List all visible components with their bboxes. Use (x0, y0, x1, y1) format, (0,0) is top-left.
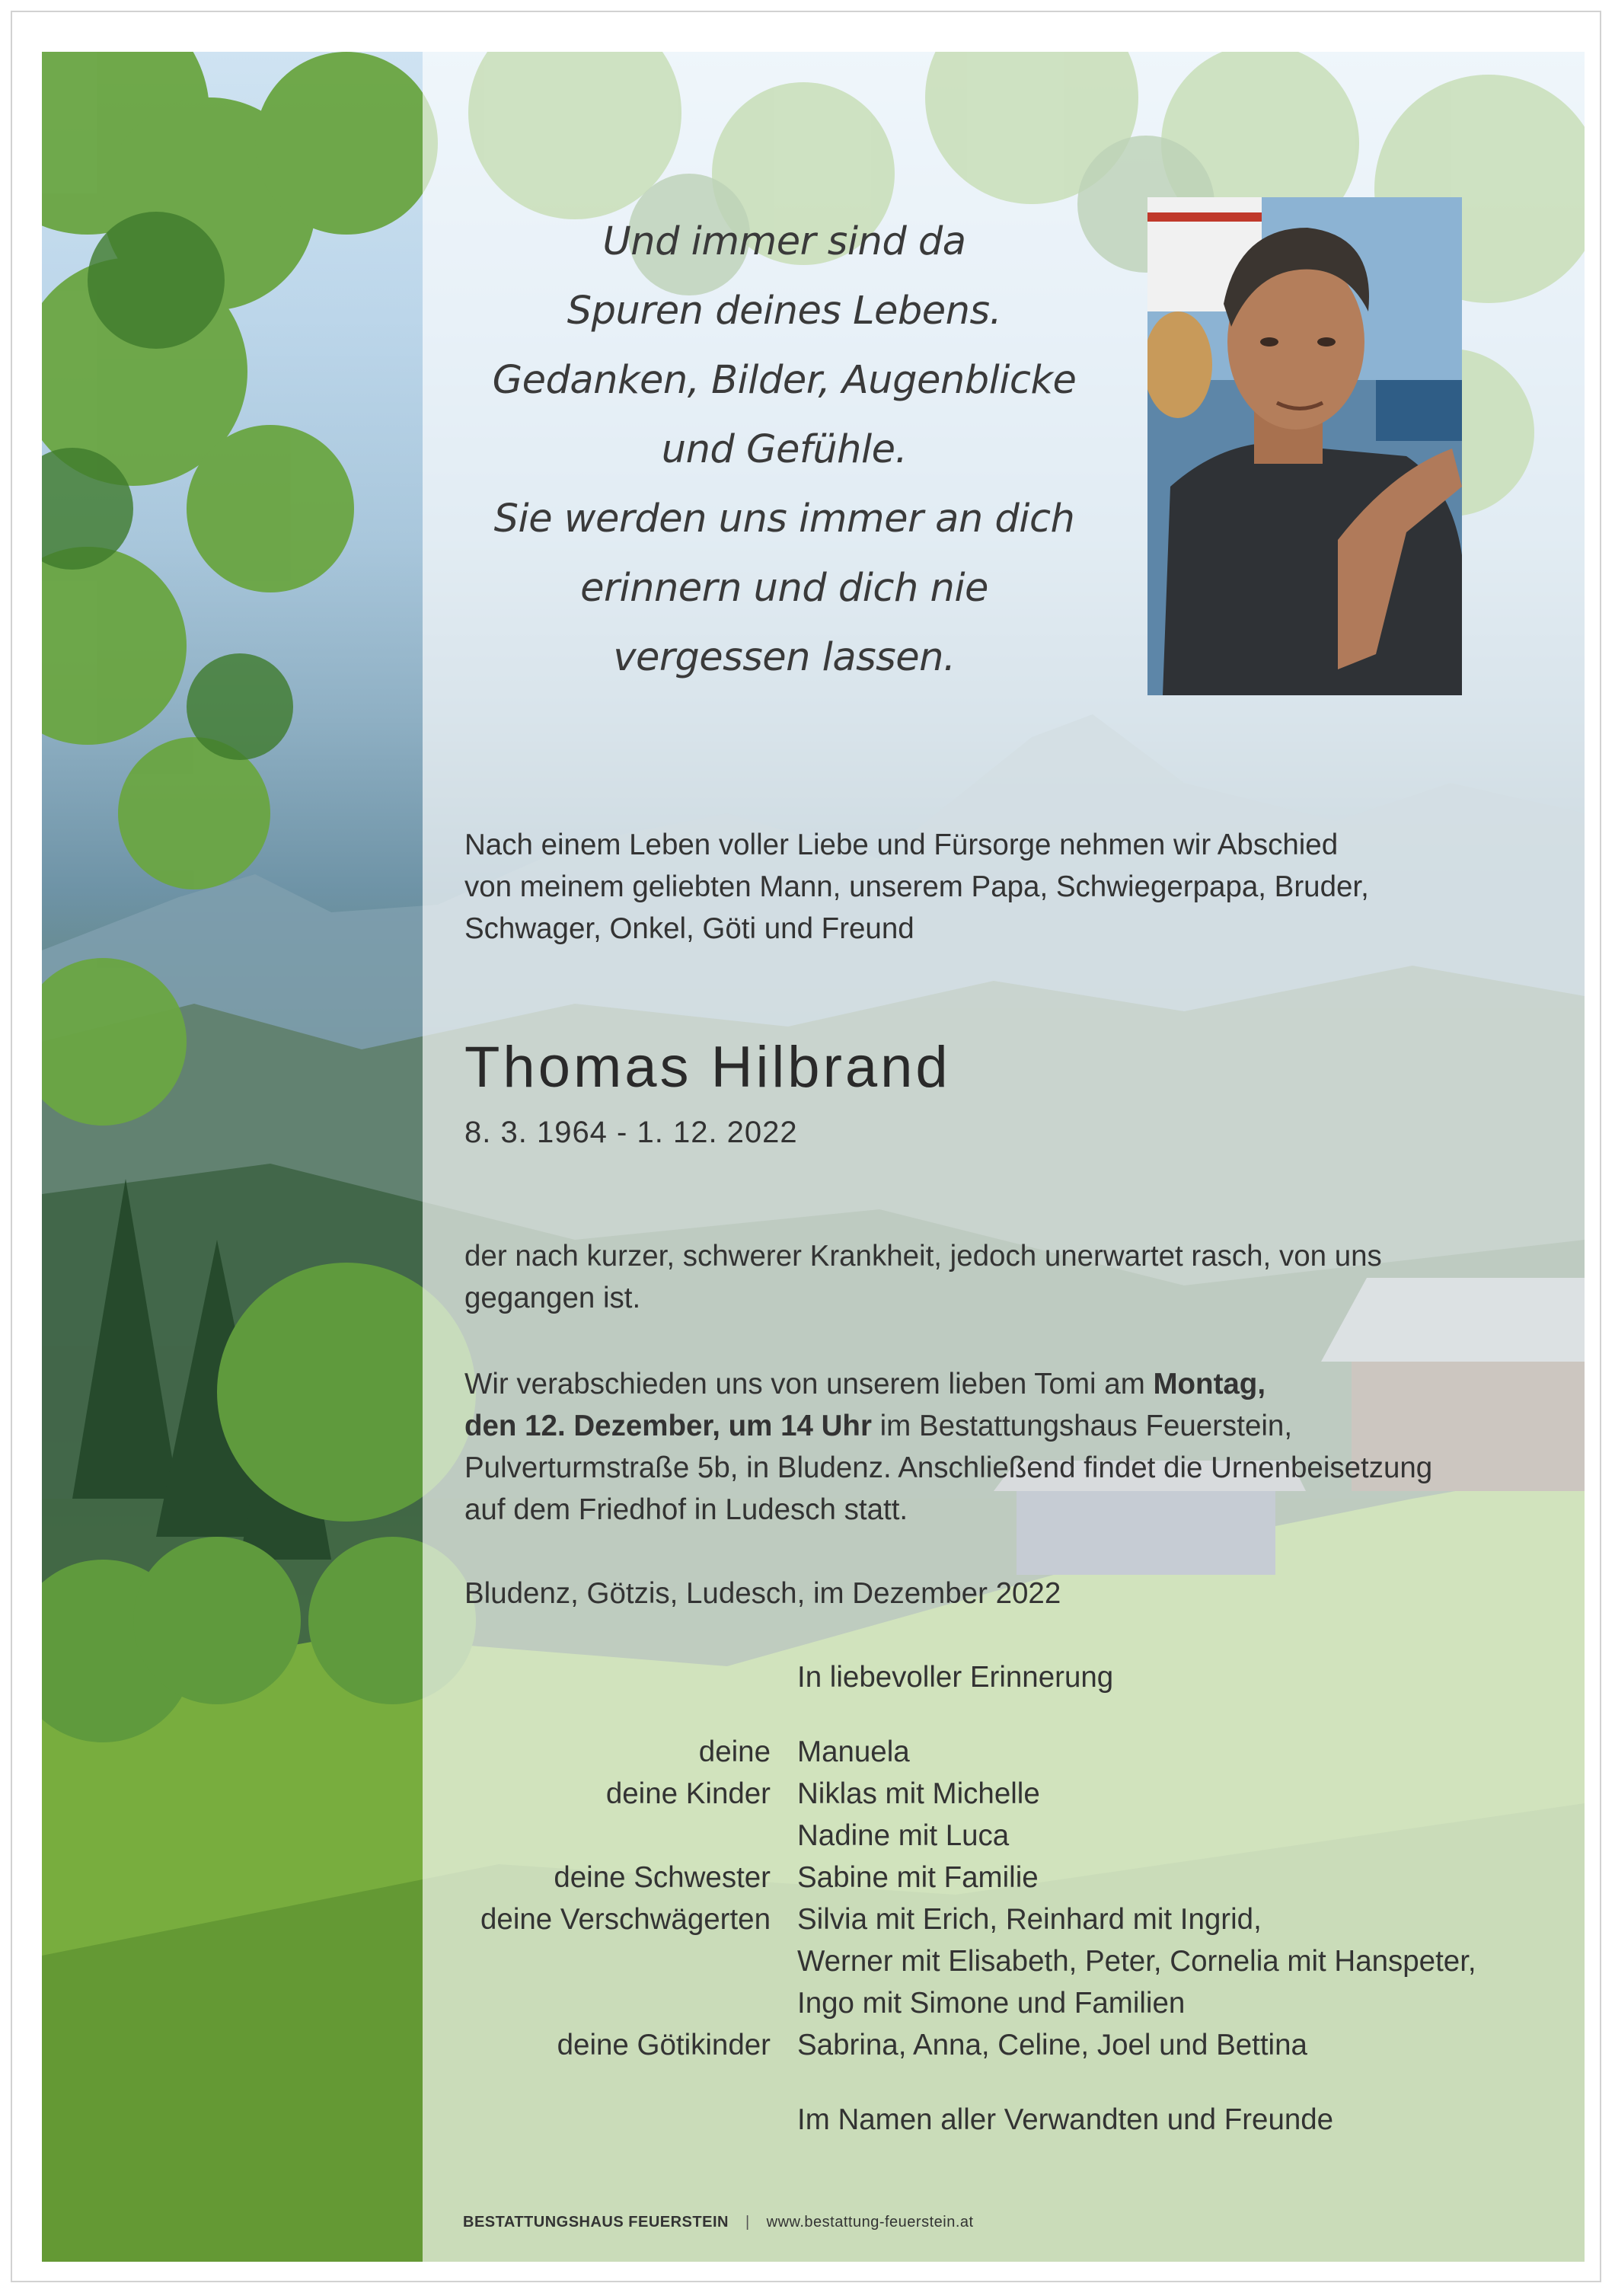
portrait-illustration (1147, 197, 1462, 695)
funeral-home-url[interactable]: www.bestattung-feuerstein.at (766, 2214, 974, 2231)
ceremony-date-time: den 12. Dezember, um 14 Uhr (464, 1410, 872, 1442)
poem-line: Sie werden uns immer an dich (493, 497, 1075, 541)
family-row (426, 1815, 1476, 1857)
ceremony-line-3: Pulverturmstraße 5b, in Bludenz. Anschließend findet die Urnenbeisetzung (464, 1451, 1433, 1484)
intro-text (464, 824, 1369, 950)
ceremony-line-1-text: Wir verabschieden uns von unserem lieben Tomi am (464, 1368, 1154, 1400)
family-row (426, 1940, 1476, 1982)
intro-line: Nach einem Leben voller Liebe und Fürsorge nehmen wir Abschied (464, 829, 1339, 861)
relation-label: deine Götikinder (557, 2029, 771, 2061)
family-row (426, 1857, 1476, 1898)
family-row (426, 2024, 1476, 2066)
poem-line: erinnern und dich nie (580, 566, 988, 611)
ceremony-line-1 (464, 1363, 1432, 1405)
family-row (426, 1731, 1476, 1773)
ceremony-text (464, 1363, 1432, 1531)
family-row (426, 1982, 1476, 2024)
memory-heading: In liebevoller Erinnerung (797, 1661, 1114, 1694)
life-dates: 8. 3. 1964 - 1. 12. 2022 (464, 1116, 798, 1149)
relation-label: deine Schwester (554, 1861, 771, 1894)
family-names: Werner mit Elisabeth, Peter, Cornelia mit Hanspeter, (797, 1945, 1476, 1978)
family-list (426, 1731, 1476, 2066)
footer-separator: | (745, 2214, 750, 2231)
poem-line: Spuren deines Lebens. (567, 289, 1002, 334)
family-names: Ingo mit Simone und Familien (797, 1987, 1186, 2020)
poem-line: vergessen lassen. (613, 635, 956, 680)
relation-label (426, 1982, 797, 2024)
ceremony-line-4: auf dem Friedhof in Ludesch statt. (464, 1493, 908, 1526)
portrait-photo (1147, 197, 1462, 695)
deceased-name: Thomas Hilbrand (464, 1035, 951, 1100)
poem-line: und Gefühle. (661, 427, 908, 472)
family-row (426, 1898, 1476, 1940)
passing-line: der nach kurzer, schwerer Krankheit, jedoch unerwartet rasch, von uns (464, 1240, 1382, 1273)
family-names: Manuela (797, 1736, 910, 1768)
relation-label (426, 1815, 797, 1857)
place-date: Bludenz, Götzis, Ludesch, im Dezember 2022 (464, 1577, 1061, 1610)
family-names: Nadine mit Luca (797, 1819, 1010, 1852)
closing-text: Im Namen aller Verwandten und Freunde (797, 2103, 1334, 2136)
ceremony-line-2-text: im Bestattungshaus Feuerstein, (871, 1410, 1293, 1442)
poem (457, 207, 1112, 692)
family-names: Niklas mit Michelle (797, 1777, 1040, 1810)
intro-line: von meinem geliebten Mann, unserem Papa, Schwiegerpapa, Bruder, (464, 870, 1369, 903)
footer (463, 2214, 974, 2231)
ceremony-line-2 (464, 1405, 1432, 1447)
family-names: Sabine mit Familie (797, 1861, 1039, 1894)
passing-text (464, 1235, 1382, 1319)
relation-label (426, 1940, 797, 1982)
poem-line: Und immer sind da (602, 219, 966, 264)
funeral-home-name: BESTATTUNGSHAUS FEUERSTEIN (463, 2214, 729, 2231)
ceremony-day: Montag, (1153, 1368, 1266, 1400)
relation-label: deine Verschwägerten (480, 1903, 771, 1936)
family-row (426, 1773, 1476, 1815)
poem-line: Gedanken, Bilder, Augenblicke (492, 358, 1077, 403)
intro-line: Schwager, Onkel, Göti und Freund (464, 912, 914, 945)
relation-label: deine (698, 1736, 771, 1768)
relation-label: deine Kinder (605, 1777, 771, 1810)
family-names: Silvia mit Erich, Reinhard mit Ingrid, (797, 1903, 1262, 1936)
family-names: Sabrina, Anna, Celine, Joel und Bettina (797, 2029, 1307, 2061)
passing-line: gegangen ist. (464, 1282, 641, 1314)
